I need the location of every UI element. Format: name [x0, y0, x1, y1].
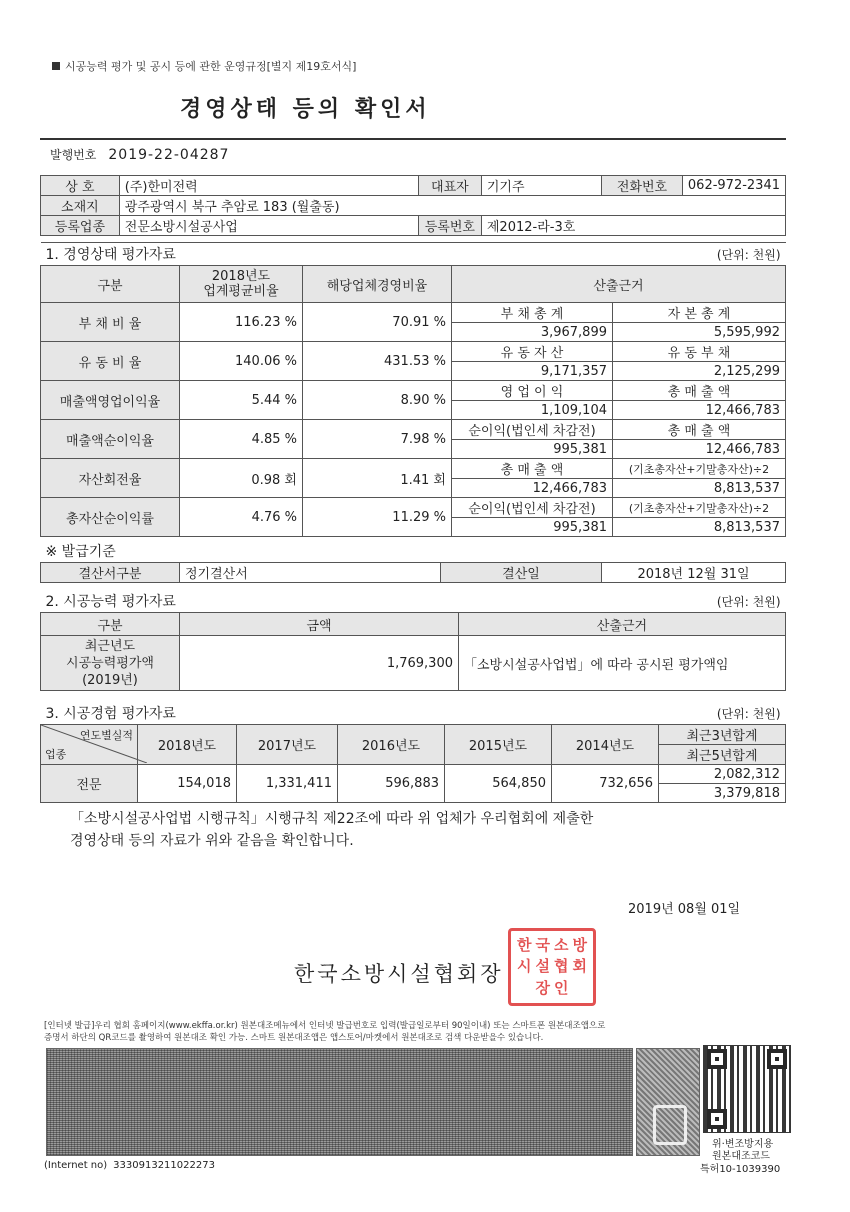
- section3-title: 3. 시공경험 평가자료: [41, 702, 445, 725]
- s1-row-l2: 995,381: [452, 440, 613, 459]
- s3-value: 1,331,411: [237, 765, 338, 803]
- patent-number: 특허10-1039390: [700, 1164, 781, 1175]
- s3-header-year: 연도별실적: [79, 729, 133, 742]
- s1-row-l2: 3,967,899: [452, 323, 613, 342]
- internet-label: (Internet no): [44, 1160, 108, 1171]
- s3-value: 596,883: [338, 765, 445, 803]
- s1-row-r1: 총 매 출 액: [613, 381, 786, 401]
- s2-amount: 1,769,300: [180, 636, 459, 691]
- issue-label: 발행번호: [50, 148, 97, 162]
- confirmation-text: [70, 808, 770, 852]
- s3-header-type: 업종: [45, 748, 67, 761]
- s1-row-l2: 995,381: [452, 518, 613, 537]
- s2-basis: 「소방시설공사업법」에 따라 공시된 평가액임: [459, 636, 786, 691]
- document-title: 경영상태 등의 확인서: [180, 97, 431, 122]
- qr-finder-icon: [707, 1049, 727, 1069]
- name-label: 상 호: [41, 176, 120, 196]
- rep-label: 대표자: [418, 176, 481, 196]
- s1-row-ratio: 8.90 %: [303, 381, 452, 420]
- rep-name: 기기주: [481, 176, 601, 196]
- s1-row-ratio: 11.29 %: [303, 498, 452, 537]
- s1-row-l1: 유 동 자 산: [452, 342, 613, 362]
- s1-row-name: 매출액순이익율: [41, 420, 180, 459]
- s3-corner-cell: [41, 725, 138, 765]
- s1-header-avg-l2: 업계평균비율: [203, 284, 279, 299]
- issuance-title: ※ 발급기준: [41, 540, 786, 563]
- s3-value: 732,656: [552, 765, 659, 803]
- issuance-table: [40, 540, 786, 583]
- s1-row-r2: 12,466,783: [613, 401, 786, 420]
- s2-row-label-l1: 최근년도: [84, 638, 136, 654]
- regno-value: 제2012-라-3호: [481, 216, 785, 236]
- s3-header-sum3: 최근3년합계: [659, 725, 786, 745]
- square-bullet-icon: [52, 62, 60, 70]
- qr-caption-2: 원본대조코드: [712, 1151, 770, 1162]
- s1-row-r2: 5,595,992: [613, 323, 786, 342]
- s1-row-r1: 총 매 출 액: [613, 420, 786, 440]
- s1-row-name: 총자산순이익률: [41, 498, 180, 537]
- qr-finder-icon: [707, 1109, 727, 1129]
- divider: [40, 138, 786, 140]
- s1-row-name: 유 동 비 율: [41, 342, 180, 381]
- section1-unit: (단위: 천원): [452, 243, 786, 266]
- s2-header-amount: 금액: [180, 613, 459, 636]
- section3-table: [40, 702, 786, 803]
- official-seal-icon: 한 국 소 방 시 설 협 회 장 인: [508, 928, 596, 1006]
- s2-header-category: 구분: [41, 613, 180, 636]
- security-pattern: [636, 1048, 700, 1156]
- s1-header-avg: [180, 266, 303, 303]
- s3-year: 2014년도: [552, 725, 659, 765]
- s3-sum3: 2,082,312: [659, 765, 786, 784]
- s1-row-avg: 5.44 %: [180, 381, 303, 420]
- s1-row-l2: 1,109,104: [452, 401, 613, 420]
- s1-row-r2: 2,125,299: [613, 362, 786, 381]
- s1-header-basis: 산출근거: [452, 266, 786, 303]
- s1-row-name: 부 채 비 율: [41, 303, 180, 342]
- s1-row-avg: 116.23 %: [180, 303, 303, 342]
- s2-row-label: [41, 636, 180, 691]
- s1-row-name: 자산회전율: [41, 459, 180, 498]
- s1-header-category: 구분: [41, 266, 180, 303]
- s1-row-ratio: 7.98 %: [303, 420, 452, 459]
- s1-header-avg-l1: 2018년도: [211, 269, 271, 284]
- issuance-date-label: 결산일: [441, 563, 602, 583]
- s3-row-name: 전문: [41, 765, 138, 803]
- s1-row-r2: 12,466,783: [613, 440, 786, 459]
- s1-row-l2: 9,171,357: [452, 362, 613, 381]
- s1-row-ratio: 1.41 회: [303, 459, 452, 498]
- issuance-type-label: 결산서구분: [41, 563, 180, 583]
- phone-value: 062-972-2341: [682, 176, 785, 196]
- s3-sum5: 3,379,818: [659, 784, 786, 803]
- s1-row-r2: 8,813,537: [613, 518, 786, 537]
- section2-table: [40, 590, 786, 691]
- s1-header-ratio: 해당업체경영비율: [303, 266, 452, 303]
- s1-row-avg: 140.06 %: [180, 342, 303, 381]
- issuance-date: 2018년 12월 31일: [602, 563, 786, 583]
- s1-row-avg: 4.76 %: [180, 498, 303, 537]
- s1-row-r1: 자 본 총 계: [613, 303, 786, 323]
- phone-label: 전화번호: [602, 176, 683, 196]
- s3-year: 2018년도: [138, 725, 237, 765]
- s1-row-r1: 유 동 부 채: [613, 342, 786, 362]
- barcode-pattern: [46, 1048, 633, 1156]
- s3-year: 2017년도: [237, 725, 338, 765]
- issue-number: [50, 146, 229, 163]
- biz-label: 등록업종: [41, 216, 120, 236]
- issue-value: 2019-22-04287: [108, 147, 230, 163]
- internet-number: [44, 1160, 215, 1171]
- s1-row-r1: (기초총자산+기말총자산)÷2: [613, 498, 786, 518]
- form-reference: [52, 58, 356, 74]
- confirmation-line-2: 경영상태 등의 자료가 위와 같음을 확인합니다.: [70, 833, 354, 849]
- confirmation-line-1: 「소방시설공사업법 시행규칙」시행규칙 제22조에 따라 위 업체가 우리협회에 제출한: [70, 811, 594, 827]
- internet-notice: [44, 1020, 804, 1044]
- s1-row-l1: 순이익(법인세 차감전): [452, 498, 613, 518]
- s3-year: 2016년도: [338, 725, 445, 765]
- form-reference-text: 시공능력 평가 및 공시 등에 관한 운영규정[별지 제19호서식]: [65, 60, 357, 73]
- organization-name: 한국소방시설협회장: [294, 962, 504, 986]
- addr-value: 광주광역시 북구 추암로 183 (월출동): [119, 196, 785, 216]
- section2-title: 2. 시공능력 평가자료: [41, 590, 459, 613]
- section1-title: 1. 경영상태 평가자료: [41, 243, 452, 266]
- company-table: [40, 175, 786, 236]
- issuance-type: 정기결산서: [180, 563, 441, 583]
- section2-unit: (단위: 천원): [459, 590, 786, 613]
- section3-unit: (단위: 천원): [445, 702, 786, 725]
- s2-row-label-l2: 시공능력평가액: [66, 655, 154, 671]
- s3-value: 154,018: [138, 765, 237, 803]
- notice-line-2: 증명서 하단의 QR코드를 촬영하여 원본대조 확인 가능. 스마트 원본대조앱은 앱스토어/마켓에서 원본대조로 검색 다운받을수 있습니다.: [44, 1033, 544, 1043]
- s1-row-avg: 0.98 회: [180, 459, 303, 498]
- s3-header-sum5: 최근5년합계: [659, 745, 786, 765]
- s1-row-ratio: 431.53 %: [303, 342, 452, 381]
- biz-value: 전문소방시설공사업: [119, 216, 418, 236]
- company-name: (주)한미전력: [119, 176, 418, 196]
- s1-row-avg: 4.85 %: [180, 420, 303, 459]
- s1-row-name: 매출액영업이익율: [41, 381, 180, 420]
- regno-label: 등록번호: [418, 216, 481, 236]
- s1-row-l2: 12,466,783: [452, 479, 613, 498]
- s3-value: 564,850: [445, 765, 552, 803]
- notice-line-1: [인터넷 발급]우리 협회 홈페이지(www.ekffa.or.kr) 원본대조메뉴에서 인터넷 발급번호로 입력(발급일로부터 90일이내) 또는 스마트폰 원본대조앱으로: [44, 1021, 606, 1031]
- section1-table: [40, 242, 786, 537]
- s1-row-l1: 부 채 총 계: [452, 303, 613, 323]
- qr-code-icon[interactable]: [703, 1045, 791, 1133]
- s3-year: 2015년도: [445, 725, 552, 765]
- confirm-date: 2019년 08월 01일: [628, 902, 741, 917]
- s1-row-l1: 영 업 이 익: [452, 381, 613, 401]
- qr-finder-icon: [767, 1049, 787, 1069]
- s1-row-r1: (기초총자산+기말총자산)÷2: [613, 459, 786, 479]
- s1-row-l1: 순이익(법인세 차감전): [452, 420, 613, 440]
- security-mark-icon: [653, 1105, 687, 1145]
- s2-header-basis: 산출근거: [459, 613, 786, 636]
- s1-row-ratio: 70.91 %: [303, 303, 452, 342]
- internet-value: 3330913211022273: [113, 1160, 215, 1171]
- s1-row-r2: 8,813,537: [613, 479, 786, 498]
- qr-caption-1: 위·변조방지용: [712, 1139, 774, 1150]
- s2-row-label-l3: (2019년): [82, 672, 138, 688]
- addr-label: 소재지: [41, 196, 120, 216]
- s1-row-l1: 총 매 출 액: [452, 459, 613, 479]
